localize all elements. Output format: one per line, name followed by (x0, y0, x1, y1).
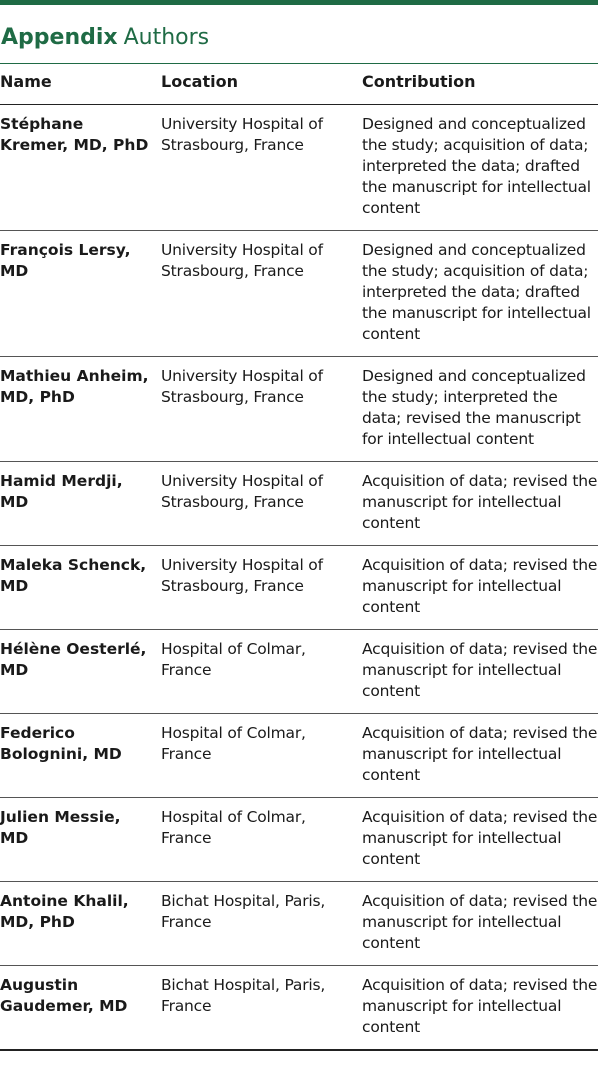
author-contribution: Acquisition of data; revised the manuscript for intellectual content (362, 798, 598, 882)
author-contribution: Designed and conceptualized the study; acquisition of data; interpreted the data; drafted the manuscript for intellectual content (362, 231, 598, 357)
author-name: Hélène Oesterlé, MD (0, 630, 161, 714)
author-location: Bichat Hospital, Paris, France (161, 882, 362, 966)
author-name: Augustin Gaudemer, MD (0, 966, 161, 1051)
author-contribution: Acquisition of data; revised the manuscript for intellectual content (362, 966, 598, 1051)
author-contribution: Designed and conceptualized the study; interpreted the data; revised the manuscript for intellectual content (362, 357, 598, 462)
table-row (0, 546, 598, 630)
author-location: Bichat Hospital, Paris, France (161, 966, 362, 1051)
author-name: Mathieu Anheim, MD, PhD (0, 357, 161, 462)
author-name: François Lersy, MD (0, 231, 161, 357)
author-name: Federico Bolognini, MD (0, 714, 161, 798)
author-contribution: Designed and conceptualized the study; acquisition of data; interpreted the data; drafted the manuscript for intellectual content (362, 105, 598, 231)
appendix-label: Appendix (1, 25, 118, 50)
column-header-location: Location (161, 64, 362, 105)
author-location: Hospital of Colmar, France (161, 798, 362, 882)
author-name: Hamid Merdji, MD (0, 462, 161, 546)
author-location: University Hospital of Strasbourg, France (161, 546, 362, 630)
author-contribution: Acquisition of data; revised the manuscript for intellectual content (362, 462, 598, 546)
author-location: Hospital of Colmar, France (161, 714, 362, 798)
column-header-name: Name (0, 64, 161, 105)
table-row (0, 105, 598, 231)
author-contribution: Acquisition of data; revised the manuscript for intellectual content (362, 630, 598, 714)
table-row (0, 714, 598, 798)
table-header-row (0, 64, 598, 105)
authors-table (0, 64, 598, 1051)
author-contribution: Acquisition of data; revised the manuscript for intellectual content (362, 714, 598, 798)
author-name: Julien Messie, MD (0, 798, 161, 882)
author-location: University Hospital of Strasbourg, France (161, 462, 362, 546)
table-row (0, 630, 598, 714)
table-row (0, 231, 598, 357)
table-row (0, 882, 598, 966)
author-name: Stéphane Kremer, MD, PhD (0, 105, 161, 231)
author-location: University Hospital of Strasbourg, France (161, 105, 362, 231)
author-contribution: Acquisition of data; revised the manuscript for intellectual content (362, 882, 598, 966)
table-row (0, 798, 598, 882)
table-row (0, 462, 598, 546)
table-title (0, 5, 598, 63)
author-location: Hospital of Colmar, France (161, 630, 362, 714)
table-heading: Authors (123, 25, 210, 50)
author-location: University Hospital of Strasbourg, France (161, 357, 362, 462)
column-header-contribution: Contribution (362, 64, 598, 105)
author-location: University Hospital of Strasbourg, France (161, 231, 362, 357)
table-row (0, 357, 598, 462)
table-row (0, 966, 598, 1051)
author-contribution: Acquisition of data; revised the manuscript for intellectual content (362, 546, 598, 630)
author-name: Maleka Schenck, MD (0, 546, 161, 630)
author-name: Antoine Khalil, MD, PhD (0, 882, 161, 966)
